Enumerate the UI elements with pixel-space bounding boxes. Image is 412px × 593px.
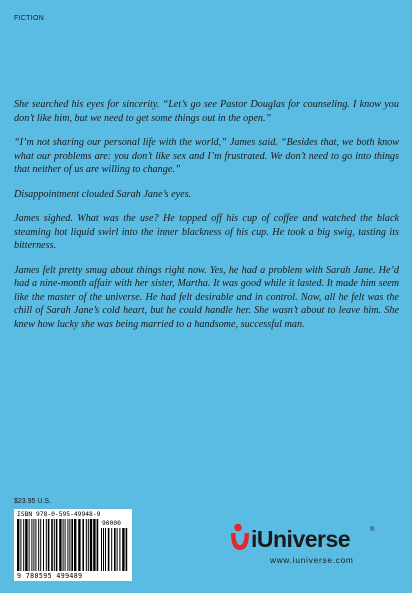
barcode-bar xyxy=(33,519,34,571)
barcode-bar xyxy=(40,519,41,571)
barcode-bar xyxy=(54,519,55,571)
barcode-bar xyxy=(111,528,112,571)
barcode-bar xyxy=(20,519,21,571)
excerpt-paragraph: Disappointment clouded Sarah Jane’s eyes. xyxy=(14,188,192,200)
barcode-bar xyxy=(51,519,53,571)
barcode-bar xyxy=(126,528,128,571)
barcode-addon-bars xyxy=(101,528,129,571)
barcode-bar xyxy=(63,519,64,571)
barcode-bar xyxy=(103,528,104,571)
barcode-bar xyxy=(48,519,50,571)
barcode-bar xyxy=(105,528,106,571)
barcode-bar xyxy=(86,519,87,571)
barcode-bar xyxy=(88,519,89,571)
excerpt-paragraph: James felt pretty smug about things right now. Yes, he had a problem with Sarah Jane. He’d had a nine-month affair with her sister, Martha. It was good while it lasted. It made him seem like the master of the universe. He had felt desirable and in control. Now, all he felt was the chill of Sarah Jane’s cold heart, but he could handle her. She wasn’t about to leave him. She knew how lucky she was being married to a handsome, successful man. xyxy=(14,264,399,330)
isbn-number: ISBN 978-0-595-49948-9 xyxy=(17,511,101,518)
barcode-bar xyxy=(71,519,73,571)
publisher-logo-text: iUniverse xyxy=(251,526,351,552)
iuniverse-logo-icon xyxy=(229,523,251,553)
barcode-bar xyxy=(114,528,116,571)
barcode-bar xyxy=(43,519,44,571)
publisher-url: www.iuniverse.com xyxy=(270,556,354,565)
barcode-bar xyxy=(35,519,36,571)
barcode-bar xyxy=(90,519,92,571)
registered-mark: ® xyxy=(370,527,375,533)
barcode-bar xyxy=(78,519,80,571)
barcode-bars xyxy=(17,519,99,571)
barcode-bar xyxy=(25,519,27,571)
genre-label: FICTION xyxy=(14,15,45,22)
barcode-bar xyxy=(38,519,39,571)
excerpt-paragraph: “I’m not sharing our personal life with the world,” James said. “Besides that, we both know what our problems are: you don’t like sex and I’m frustrated. We don’t need to go into things that neither of us are willing to change.” xyxy=(14,137,399,175)
barcode-bar xyxy=(74,519,76,571)
barcode-bar xyxy=(119,528,120,571)
barcode-bar xyxy=(82,519,84,571)
barcode-bar xyxy=(59,519,61,571)
barcode-bar xyxy=(69,519,70,571)
barcode-bar xyxy=(23,519,24,571)
back-cover-excerpt xyxy=(14,98,399,342)
barcode-bar xyxy=(65,519,66,571)
barcode-bar xyxy=(29,519,30,571)
price-label: $23.95 U.S. xyxy=(14,498,51,505)
barcode-bar xyxy=(31,519,32,571)
barcode-bar xyxy=(108,528,110,571)
excerpt-paragraph: She searched his eyes for sincerity. “Let’s go see Pastor Douglas for counseling. I know you don’t like him, but we need to get some things out in the open.” xyxy=(14,99,399,124)
barcode-bar xyxy=(17,519,19,571)
barcode-addon-number: 90000 xyxy=(102,520,121,527)
barcode-bar xyxy=(101,528,102,571)
excerpt-paragraph: James sighed. What was the use? He topped off his cup of coffee and watched the black steaming hot liquid swirl into the inner blackness of his cup. He took a big swig, tasting its bitterness. xyxy=(14,213,399,251)
isbn-barcode xyxy=(14,509,132,581)
barcode-bar xyxy=(67,519,68,571)
barcode-bar xyxy=(117,528,118,571)
barcode-bar xyxy=(122,528,124,571)
barcode-bar xyxy=(46,519,47,571)
barcode-bar xyxy=(97,519,99,571)
barcode-digits: 9 780595 499489 xyxy=(17,572,83,580)
barcode-bar xyxy=(93,519,95,571)
barcode-bar xyxy=(56,519,58,571)
